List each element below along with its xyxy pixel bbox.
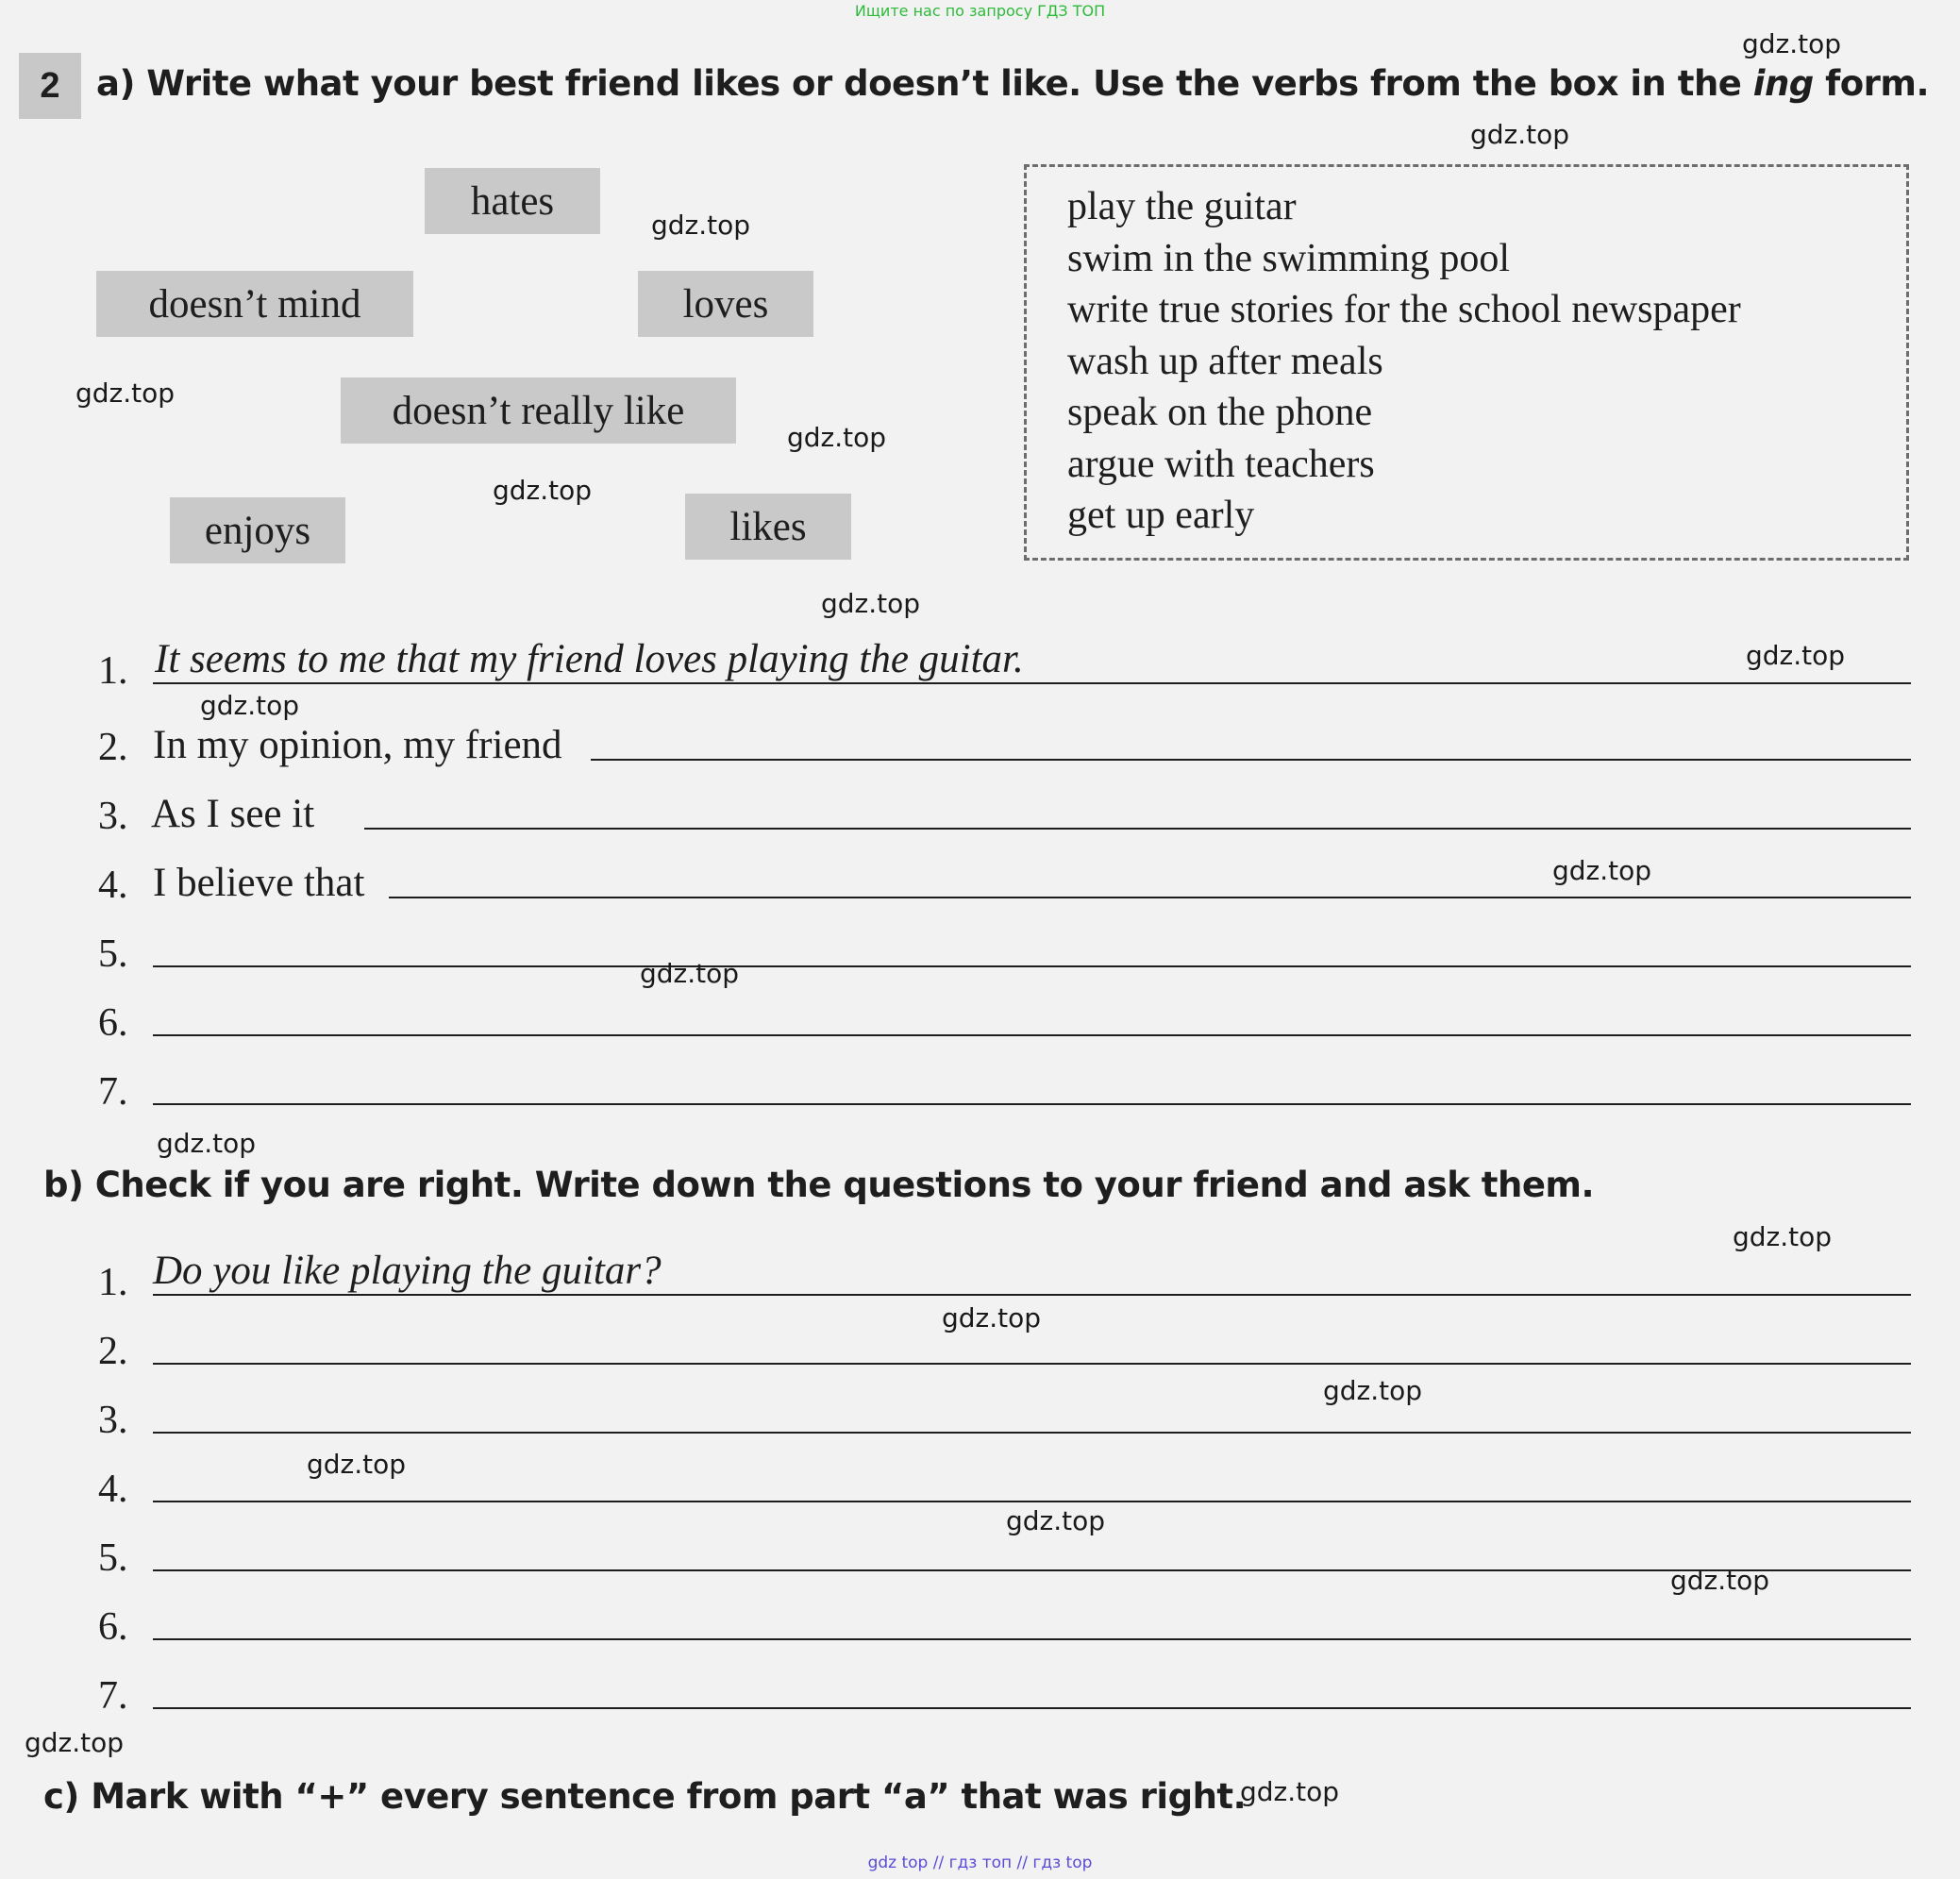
b-line-3 — [98, 1388, 1911, 1445]
watermark: gdz.top — [1006, 1505, 1106, 1536]
a-line-1 — [98, 639, 1911, 696]
verb-item: get up early — [1067, 494, 1255, 537]
verb-list — [1067, 181, 1741, 542]
answer-line[interactable] — [591, 759, 1911, 761]
sentence-start: In my opinion, my friend — [153, 723, 562, 767]
watermark: gdz.top — [1742, 28, 1842, 59]
verb-item: write true stories for the school newspaper — [1067, 288, 1741, 331]
answer-line[interactable] — [153, 1432, 1911, 1434]
chip-doesnt-really-like: doesn’t really like — [341, 377, 736, 444]
line-number: 2. — [98, 726, 128, 769]
b-line-7 — [98, 1664, 1911, 1720]
a-line-7 — [98, 1060, 1911, 1116]
watermark: gdz.top — [307, 1449, 407, 1480]
line-number: 3. — [98, 1399, 128, 1442]
part-a-prefix: a) Write what your best friend likes or doesn’t like. Use the verbs from the box in the — [96, 63, 1753, 104]
answer-text: Do you like playing the guitar? — [153, 1249, 662, 1293]
answer-line[interactable] — [153, 1103, 1911, 1105]
answer-line[interactable] — [153, 682, 1911, 684]
answer-line[interactable] — [153, 1363, 1911, 1365]
watermark: gdz.top — [200, 690, 300, 721]
answer-line[interactable] — [153, 965, 1911, 967]
line-number: 4. — [98, 1468, 128, 1511]
line-number: 6. — [98, 1605, 128, 1649]
answer-line[interactable] — [153, 1707, 1911, 1709]
answer-line[interactable] — [364, 828, 1911, 830]
chip-likes: likes — [685, 494, 851, 560]
chip-enjoys: enjoys — [170, 497, 345, 563]
verb-item: play the guitar — [1067, 185, 1297, 228]
watermark: gdz.top — [157, 1128, 257, 1159]
bottom-banner: gdz top // гдз топ // гдз top — [867, 1854, 1093, 1872]
line-number: 7. — [98, 1070, 128, 1114]
watermark: gdz.top — [651, 210, 751, 241]
b-line-5 — [98, 1526, 1911, 1583]
a-line-2 — [98, 715, 1911, 772]
b-line-6 — [98, 1595, 1911, 1652]
line-number: 6. — [98, 1001, 128, 1045]
verb-item: swim in the swimming pool — [1067, 236, 1511, 280]
watermark: gdz.top — [493, 475, 593, 506]
answer-line[interactable] — [153, 1569, 1911, 1571]
line-number: 1. — [98, 649, 128, 693]
sentence-start: As I see it — [151, 792, 315, 836]
answer-line[interactable] — [389, 897, 1911, 898]
watermark: gdz.top — [1552, 855, 1652, 886]
part-a-instruction — [96, 63, 1929, 104]
watermark: gdz.top — [75, 377, 176, 409]
watermark: gdz.top — [640, 958, 740, 989]
answer-line[interactable] — [153, 1638, 1911, 1640]
line-number: 7. — [98, 1674, 128, 1718]
chip-loves: loves — [638, 271, 813, 337]
line-number: 5. — [98, 932, 128, 976]
line-number: 2. — [98, 1330, 128, 1373]
answer-line[interactable] — [153, 1294, 1911, 1296]
a-line-3 — [98, 784, 1911, 841]
verb-item: speak on the phone — [1067, 391, 1373, 434]
watermark: gdz.top — [1670, 1565, 1770, 1596]
answer-line[interactable] — [153, 1034, 1911, 1036]
answer-line[interactable] — [153, 1501, 1911, 1502]
answer-text: It seems to me that my friend loves playing the guitar. — [155, 637, 1024, 681]
watermark: gdz.top — [821, 588, 921, 619]
line-number: 4. — [98, 864, 128, 907]
part-a-emph: ing — [1752, 63, 1814, 104]
verb-item: wash up after meals — [1067, 339, 1383, 383]
watermark: gdz.top — [787, 422, 887, 453]
part-a-suffix: form. — [1813, 63, 1930, 104]
watermark: gdz.top — [25, 1727, 125, 1758]
watermark: gdz.top — [1240, 1776, 1340, 1807]
b-line-1 — [98, 1250, 1911, 1307]
line-number: 3. — [98, 795, 128, 838]
exercise-number: 2 — [19, 53, 81, 119]
watermark: gdz.top — [1733, 1221, 1833, 1252]
line-number: 5. — [98, 1536, 128, 1580]
part-c-instruction: c) Mark with “+” every sentence from part “a” that was right. — [43, 1776, 1247, 1817]
top-banner: Ищите нас по запросу ГДЗ ТОП — [854, 2, 1106, 20]
a-line-6 — [98, 991, 1911, 1048]
line-number: 1. — [98, 1261, 128, 1304]
watermark: gdz.top — [1470, 119, 1570, 150]
watermark: gdz.top — [1323, 1375, 1423, 1406]
chip-hates: hates — [425, 168, 600, 234]
a-line-5 — [98, 922, 1911, 979]
chip-doesnt-mind: doesn’t mind — [96, 271, 413, 337]
watermark: gdz.top — [1746, 640, 1846, 671]
sentence-start: I believe that — [153, 861, 365, 905]
verb-box — [1024, 164, 1909, 561]
part-b-instruction: b) Check if you are right. Write down the questions to your friend and ask them. — [43, 1165, 1595, 1205]
watermark: gdz.top — [942, 1302, 1042, 1334]
verb-item: argue with teachers — [1067, 442, 1375, 486]
